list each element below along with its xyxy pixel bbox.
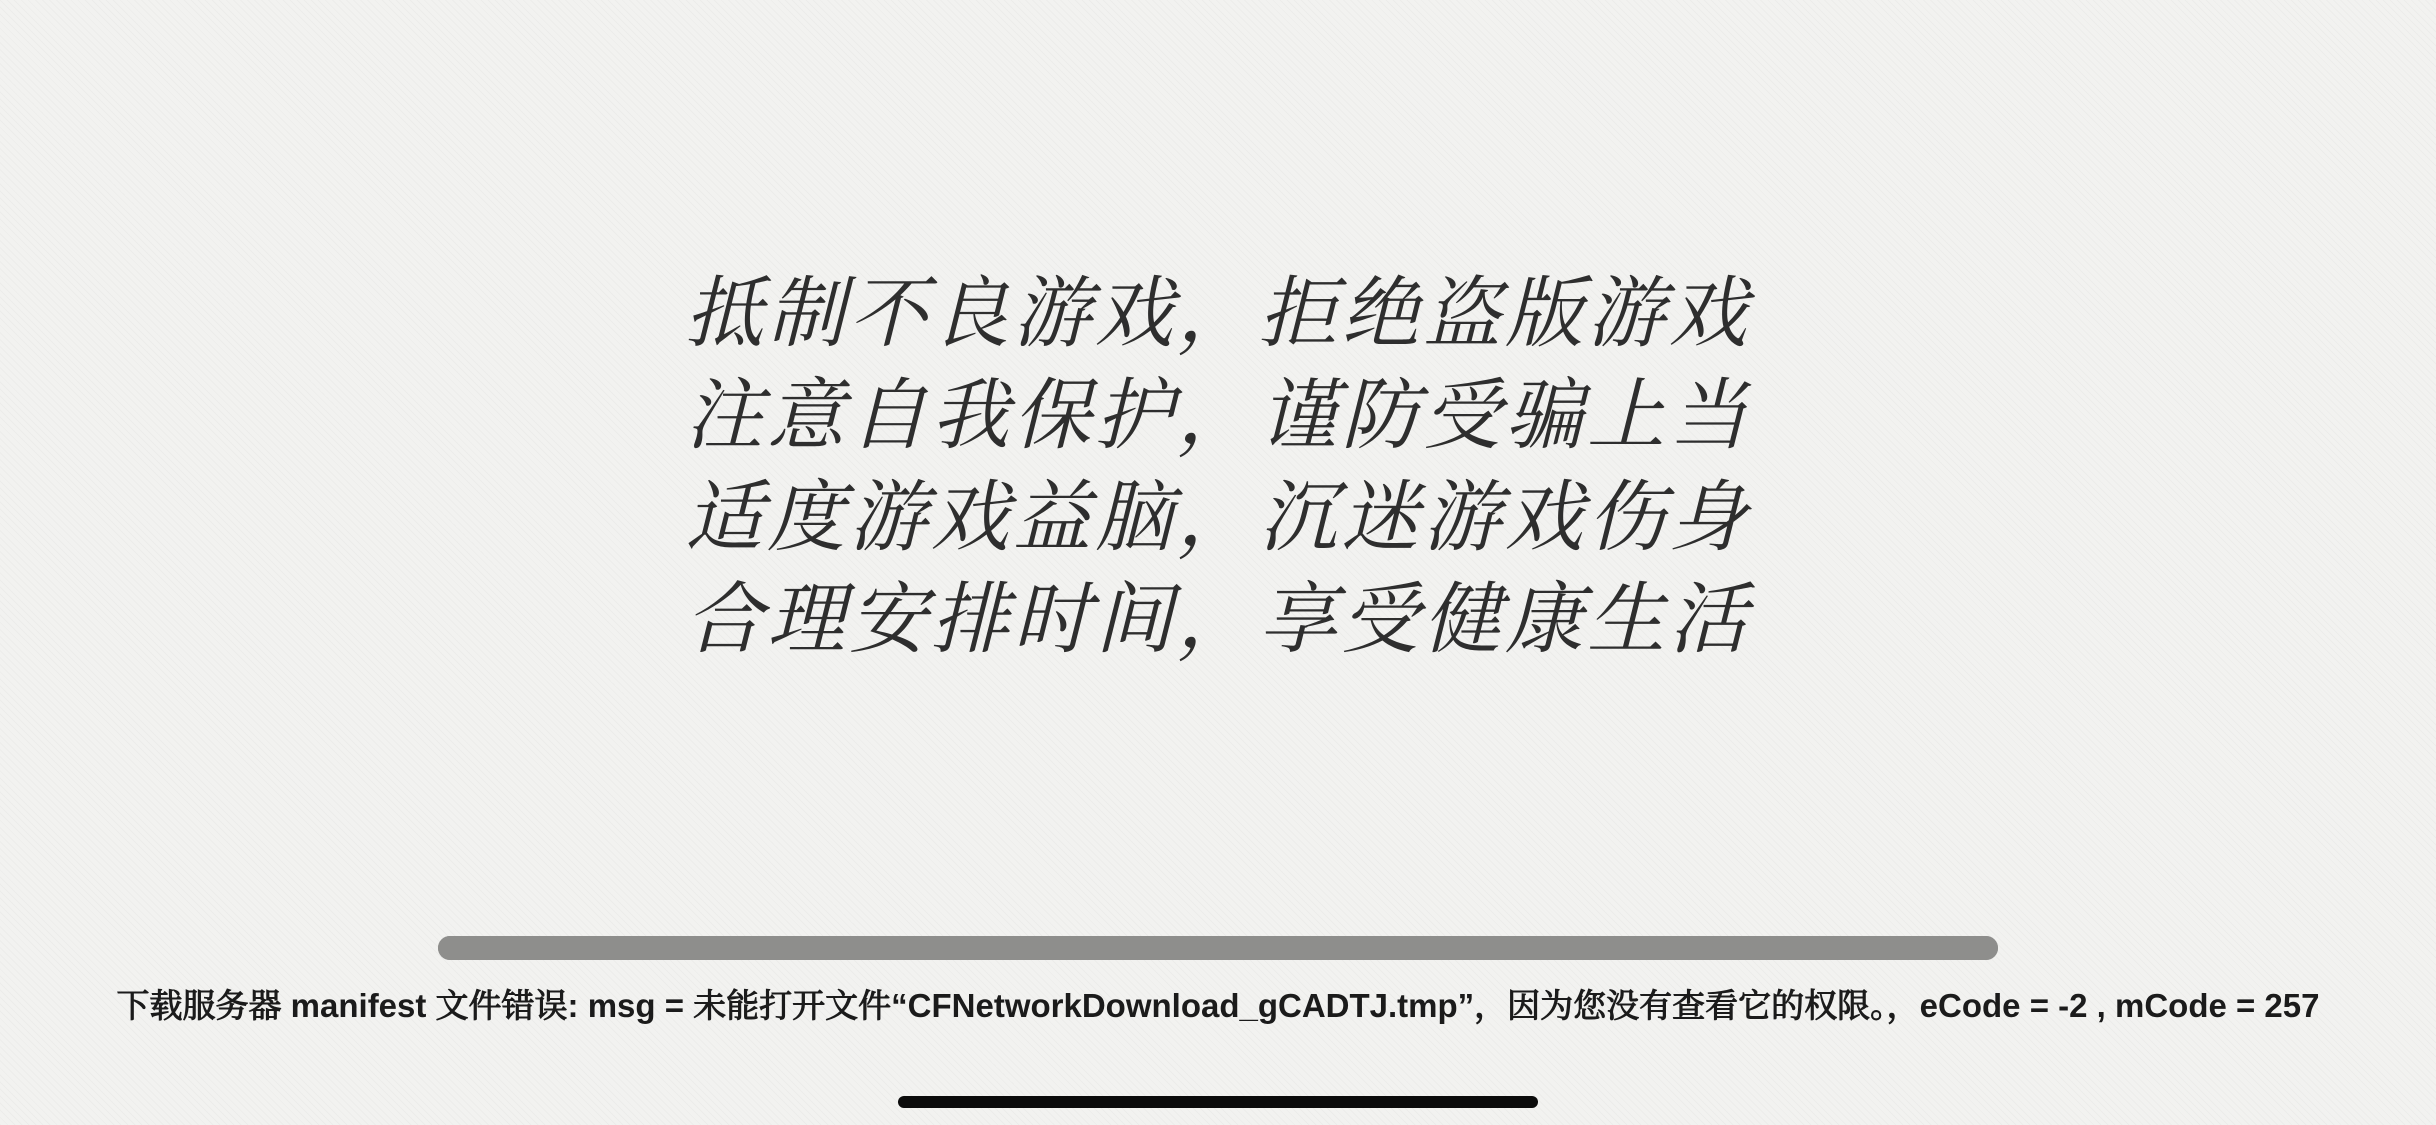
error-status-text: 下载服务器 manifest 文件错误: msg = 未能打开文件“CFNetworkDownload_gCADTJ.tmp”，因为您没有查看它的权限。，eCode = -2 , mCode = 257: [116, 987, 2320, 1024]
progress-fill: [438, 936, 1998, 960]
slogan-line-1: 抵制不良游戏，拒绝盗版游戏: [684, 269, 1751, 359]
slogan-line-3: 适度游戏益脑，沉迷游戏伤身: [684, 473, 1751, 564]
home-indicator[interactable]: [898, 1096, 1538, 1108]
health-warning-slogan: [0, 268, 2436, 666]
slogan-line-2: 注意自我保护，谨防受骗上当: [684, 371, 1751, 462]
slogan-line-4: 合理安排时间，享受健康生活: [684, 575, 1751, 666]
progress-track: [438, 936, 1998, 960]
download-progress-bar: [438, 935, 1998, 961]
